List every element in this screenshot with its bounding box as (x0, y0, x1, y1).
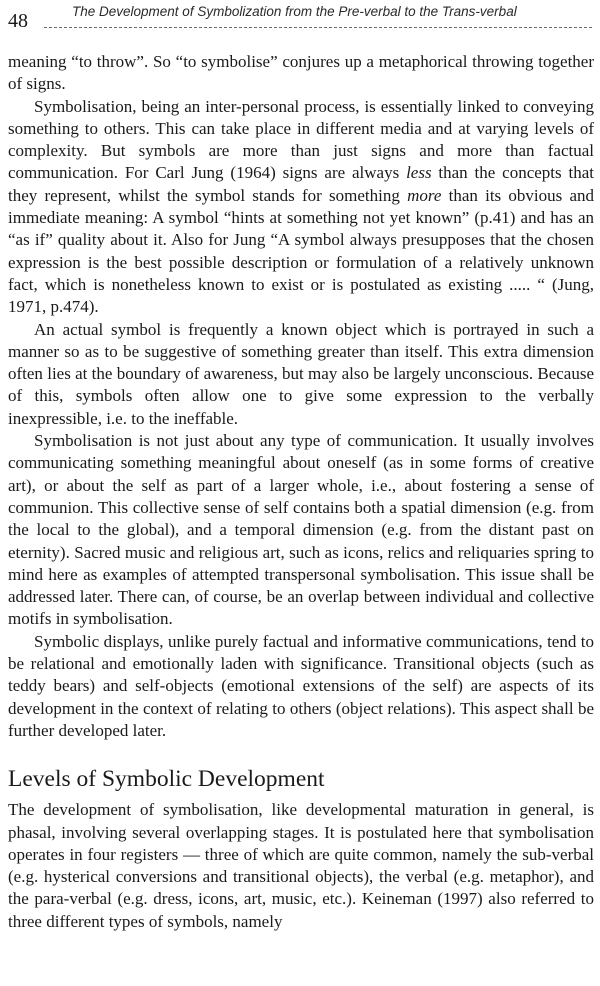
text-segment: than its obvious and immediate meaning: A symbol “hints at something not yet known” (p.41) and has an “as if” quality about it. Also for Jung “A symbol always presupposes that the chosen expression is the best possible description or formulation of a relatively unknown fact, which is nonetheless known to exist or is postulated as existing ..... “ (Jung, 1971, p.474). (8, 185, 594, 317)
text-segment: Symbolic displays, unlike purely factual and informative communications, tend to be relational and emotionally laden with significance. Transitional objects (such as teddy bears) and self-objects (emotional extensions of the self) are aspects of its development in the context of relating to others (object relations). This aspect shall be further developed later. (8, 631, 594, 740)
running-header (0, 0, 600, 46)
paragraph (8, 51, 594, 96)
text-segment: The development of symbolisation, like developmental maturation in general, is phasal, involving several overlapping stages. It is postulated here that symbolisation operates in four registers — three of which are quite common, namely the sub-verbal (e.g. hysterical conversions and transitional objects), the verbal (e.g. metaphor), and the para-verbal (e.g. dress, icons, art, music, etc.). Keineman (1997) also referred to three different types of symbols, namely (8, 800, 594, 931)
paragraph (8, 319, 594, 430)
text-segment: Symbolisation is not just about any type of communication. It usually involves communicating something meaningful about oneself (as in some forms of creative art), or about the self as part of a larger whole, i.e., about fostering a sense of communion. This collective sense of self contains both a spatial dimension (e.g. from the local to the global), and a temporal dimension (e.g. from the distant past on eternity). Sacred music and religious art, such as icons, relics and reliquaries spring to mind here as examples of attempted transpersonal symbolisation. This issue shall be addressed later. There can, of course, be an overlap between individual and collective motifs in symbolisation. (8, 431, 594, 629)
paragraph (8, 96, 594, 319)
paragraph (8, 430, 594, 631)
section-heading: Levels of Symbolic Development (8, 766, 325, 793)
header-rule (44, 27, 592, 28)
paragraph (8, 631, 594, 742)
text-segment: An actual symbol is frequently a known object which is portrayed in such a manner so as to be suggestive of something greater than itself. This extra dimension often lies at the boundary of awareness, but may also be largely unconscious. Because of this, symbols often allow one to give some expression to the verbally inexpressible, i.e. to the ineffable. (8, 319, 594, 428)
page-number: 48 (8, 10, 28, 32)
running-title: The Development of Symbolization from the Pre-verbal to the Trans-verbal (72, 4, 517, 19)
body-text (8, 51, 594, 933)
text-segment: Symbolisation, being an inter-personal process, is essentially linked to conveying something to others. This can take place in different media and at varying levels of complexity. But symbols are more than just signs and more than factual communication. For Carl Jung (1964) signs are always (8, 96, 594, 183)
emphasis-text: less (406, 163, 432, 183)
emphasis-text: more (407, 185, 442, 205)
paragraph (8, 799, 594, 933)
section-spacer (8, 742, 594, 765)
text-segment: than the concepts that they represent, whilst the symbol stands for something (8, 163, 594, 205)
text-segment: meaning “to throw”. So “to symbolise” conjures up a metaphorical throwing together of signs. (8, 52, 594, 94)
